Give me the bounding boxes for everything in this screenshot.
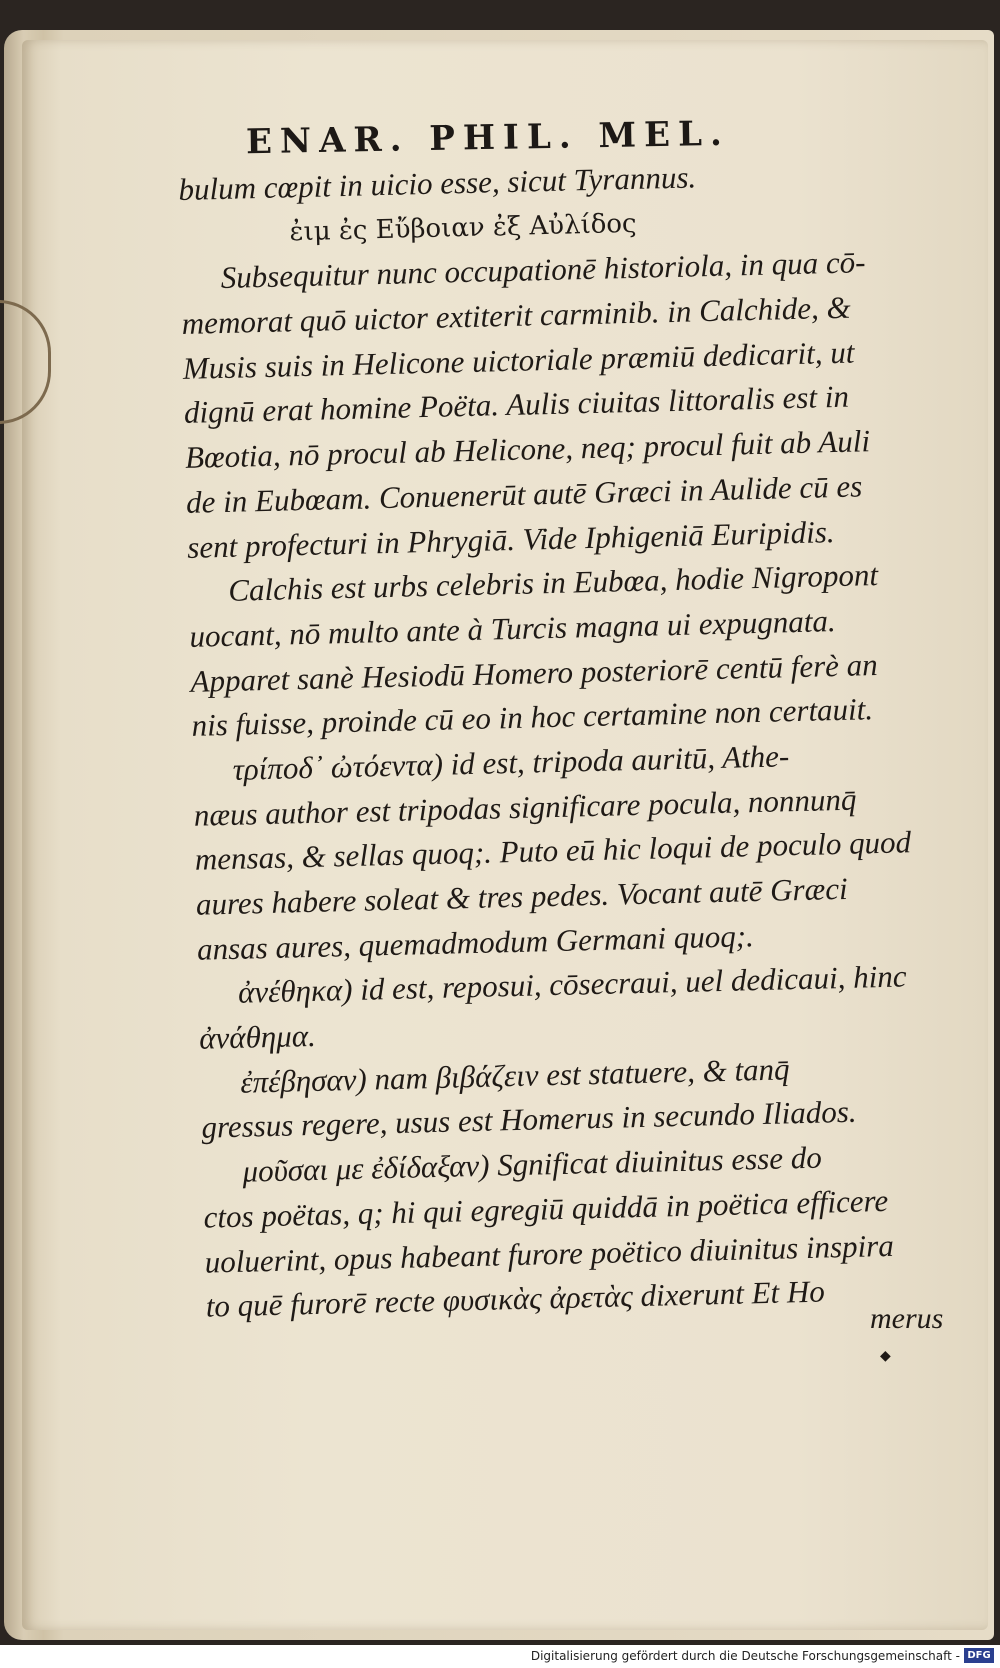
text-line: memorat quō uictor extiterit carminib. in Calchide, &: [181, 289, 852, 342]
footer-credit: Digitalisierung gefördert durch die Deutsche Forschungsgemeinschaft -: [530, 1649, 960, 1663]
text-line: mensas, & sellas quoq;. Puto eū hic loqui de poculo quod: [194, 824, 912, 878]
text-line: dignū erat homine Poëta. Aulis ciuitas littoralis est in: [183, 379, 850, 431]
text-line: ἐιμ ἐς Εὔβοιαν ἐξ Αὐλίδος: [289, 208, 637, 247]
text-line: Subsequitur nunc occupationē historiola, in qua cō-: [220, 244, 866, 296]
footer: [0, 1645, 1000, 1668]
text-line: ἀνάθημα.: [198, 1017, 317, 1056]
text-line: μοῦσαι με ἐδίδαξαν) Sgnificat diuinitus esse do: [242, 1139, 823, 1189]
running-head: ENAR. PHIL. MEL.: [245, 113, 731, 163]
text-line: næus author est tripodas significare pocula, nonnunq̄: [193, 781, 857, 833]
text-line: gressus regere, usus est Homerus in secundo Iliados.: [201, 1094, 857, 1146]
catchword: merus: [870, 1302, 944, 1335]
text-line: Calchis est urbs celebris in Eubœa, hodie Nigropont: [227, 557, 879, 609]
text-line: ctos poëtas, q; hi qui egregiū quiddā in poëtica efficere: [203, 1182, 889, 1235]
text-line: Apparet sanè Hesiodū Homero posteriorē centū ferè an: [190, 646, 879, 699]
text-line: bulum cœpit in uicio esse, sicut Tyrannus.: [178, 159, 697, 207]
text-line: ἀνέθηκα) id est, reposui, cōsecraui, uel dedicaui, hinc: [237, 958, 907, 1011]
text-line: τρίποδ᾽ ὠτόεντα) id est, tripoda auritū, Athe-: [232, 738, 790, 787]
text-line: uoluerint, opus habeant furore poëtico diuinitus inspira: [204, 1227, 895, 1280]
dfg-logo: DFG: [964, 1648, 994, 1663]
text-line: Musis suis in Helicone uictoriale præmiū dedicarit, ut: [182, 334, 855, 386]
text-line: to quē furorē recte φυσικὰς ἀρετὰς dixerunt Et Ho: [205, 1273, 826, 1324]
text-line: sent profecturi in Phrygiā. Vide Iphigeniā Euripidis.: [186, 513, 835, 565]
text-line: de in Eubœam. Conuenerūt autē Græci in Aulide cū es: [185, 468, 863, 520]
text-line: ansas aures, quemadmodum Germani quoq;.: [196, 917, 755, 967]
body-text: [178, 150, 946, 1330]
text-line: Bœotia, nō procul ab Helicone, neq; procul fuit ab Auli: [184, 423, 871, 476]
text-line: ἐπέβησαν) nam βιβάζειν est statuere, & tanq̄: [239, 1051, 790, 1100]
text-line: uocant, nō multo ante à Turcis magna ui expugnata.: [189, 602, 837, 654]
text-line: aures habere soleat & tres pedes. Vocant autē Græci: [195, 870, 848, 922]
signature-mark-icon: ◆: [880, 1348, 891, 1364]
text-line: nis fuisse, proinde cū eo in hoc certamine non certauit.: [191, 691, 874, 744]
